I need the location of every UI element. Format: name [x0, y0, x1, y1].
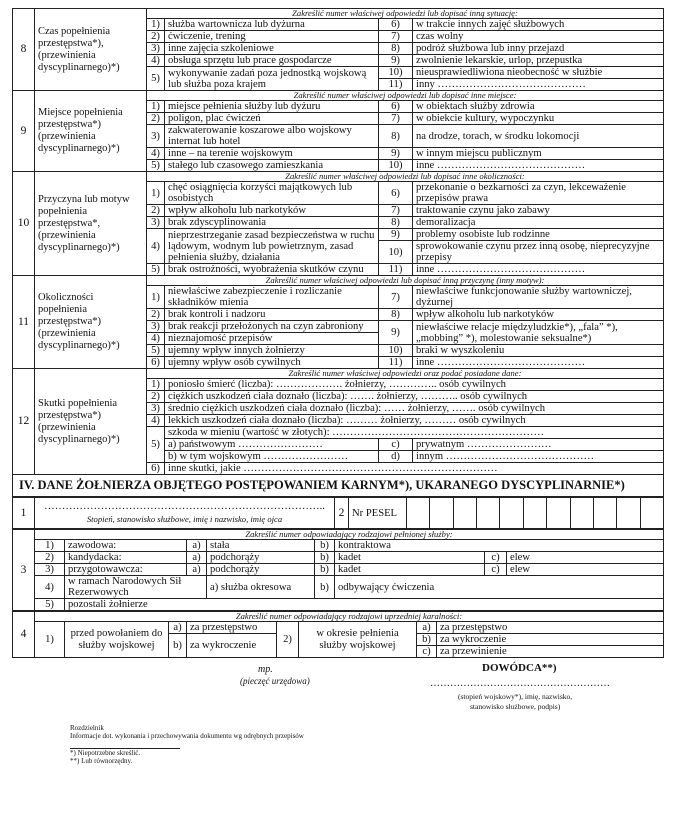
- option-label: w obiekcie kultury, wypoczynku: [413, 113, 664, 125]
- option-label: podróż służbowa lub inny przejazd: [413, 43, 664, 55]
- other-input[interactable]: inne ……………………………………: [413, 160, 664, 172]
- option-number[interactable]: 5): [147, 67, 165, 91]
- option-number[interactable]: 3): [147, 217, 165, 229]
- option-label: obsługa sprzętu lub prace gospodarcze: [165, 55, 379, 67]
- option-label: kadet: [335, 552, 485, 564]
- option-number[interactable]: 7): [379, 113, 413, 125]
- option-label: w okresie pełnienia służby wojskowej: [299, 622, 417, 658]
- option-number[interactable]: 7): [379, 31, 413, 43]
- option-number[interactable]: 11): [379, 79, 413, 91]
- effect-input[interactable]: ciężkich uszkodzeń ciała doznało (liczba): ……. żołnierzy, ……….. osób cywilnych: [165, 391, 664, 403]
- damage-sub-d[interactable]: innym ……………………………………: [413, 451, 664, 463]
- option-number[interactable]: 6): [379, 19, 413, 31]
- option-number[interactable]: 7): [379, 205, 413, 217]
- option-label: w innym miejscu publicznym: [413, 148, 664, 160]
- mp-label: mp.: [258, 664, 273, 675]
- pesel-digit[interactable]: [641, 498, 663, 528]
- option-letter[interactable]: b): [315, 540, 335, 552]
- option-number[interactable]: 1): [147, 379, 165, 391]
- option-label: kandydacka:: [65, 552, 187, 564]
- option-label: poligon, plac ćwiczeń: [165, 113, 379, 125]
- option-label: ćwiczenie, trening: [165, 31, 379, 43]
- row-10-label: Przyczyna lub motyw popełnienia przestępstwa*, (przewinienia dyscyplinarnego)*): [35, 172, 147, 276]
- option-label: odbywający ćwiczenia: [335, 576, 664, 599]
- other-input[interactable]: inne ……………………………………: [413, 357, 664, 369]
- option-label: przed powołaniem do służby wojskowej: [65, 622, 169, 658]
- pesel-label: Nr PESEL: [349, 498, 407, 529]
- row-10-number: 10: [13, 172, 35, 276]
- option-label: brak kontroli i nadzoru: [165, 309, 379, 321]
- effect-input[interactable]: szkoda w mieniu (wartość w złotych): ……………………………………………………: [165, 427, 664, 439]
- pesel-digit[interactable]: [524, 498, 547, 528]
- option-number[interactable]: 10): [379, 67, 413, 79]
- option-number[interactable]: 7): [379, 286, 413, 309]
- section-4-title: IV. DANE ŻOŁNIERZA OBJĘTEGO POSTĘPOWANIEM KARNYM*), UKARANEGO DYSCYPLINARNIE*): [12, 475, 664, 497]
- option-letter[interactable]: c): [379, 439, 413, 451]
- option-letter[interactable]: b): [417, 634, 437, 646]
- option-label: pozostali żołnierze: [65, 599, 664, 611]
- footer: [12, 724, 664, 765]
- option-label: kadet: [335, 564, 485, 576]
- option-number[interactable]: 5): [147, 345, 165, 357]
- pesel-digit[interactable]: [407, 498, 430, 528]
- option-label: przygotowawcza:: [65, 564, 187, 576]
- option-combo[interactable]: a) służba okresowa: [207, 576, 315, 599]
- option-label: chęć osiągnięcia korzyści majątkowych lub osobistych: [165, 182, 379, 205]
- rank-name-caption: Stopień, stanowisko służbowe, imię i nazwisko, imię ojca: [86, 514, 283, 524]
- option-label: traktowanie czynu jako zabawy: [413, 205, 664, 217]
- option-number[interactable]: 4): [147, 229, 165, 264]
- option-label: na drodze, torach, w środku lokomocji: [413, 125, 664, 148]
- option-label: elew: [507, 552, 664, 564]
- option-label: podchorąży: [207, 564, 315, 576]
- row-10-instruction: Zakreślić numer właściwej odpowiedzi lub dopisać inne okoliczności:: [147, 172, 664, 182]
- row-11-instruction: Zakreślić numer właściwej odpowiedzi lub dopisać inną przyczynę (inny motyw):: [147, 276, 664, 286]
- row-12-instruction: Zakreślić numer właściwej odpowiedzi oraz podać posiadane dane:: [147, 369, 664, 379]
- option-number[interactable]: 6): [379, 182, 413, 205]
- prior-record-table: [12, 611, 664, 658]
- option-number[interactable]: 3): [147, 43, 165, 55]
- option-number[interactable]: 4): [147, 55, 165, 67]
- option-number[interactable]: 5): [147, 264, 165, 276]
- option-number[interactable]: 1): [147, 19, 165, 31]
- crime-details-table: [12, 8, 664, 475]
- row-9-instruction: Zakreślić numer właściwej odpowiedzi lub dopisać inne miejsce:: [147, 91, 664, 101]
- option-number[interactable]: 9): [379, 148, 413, 160]
- damage-sub-a[interactable]: a) państwowym ……………………: [165, 439, 379, 451]
- option-label: wpływ alkoholu lub narkotyków: [413, 309, 664, 321]
- damage-sub-b[interactable]: b) w tym wojskowym ……………………: [165, 451, 379, 463]
- option-number[interactable]: 8): [379, 217, 413, 229]
- option-letter[interactable]: b): [315, 576, 335, 599]
- option-number[interactable]: 5): [147, 427, 165, 463]
- pesel-digit[interactable]: [477, 498, 500, 528]
- option-label: stała: [207, 540, 315, 552]
- option-label: służba wartownicza lub dyżurna: [165, 19, 379, 31]
- option-letter[interactable]: a): [187, 552, 207, 564]
- option-number[interactable]: 4): [147, 333, 165, 345]
- option-number[interactable]: 2): [147, 309, 165, 321]
- option-label: miejsce pełnienia służby lub dyżuru: [165, 101, 379, 113]
- row-3-instruction: Zakreślić numer odpowiadający rodzajowi pełnionej służby:: [35, 530, 664, 540]
- option-number[interactable]: 6): [147, 463, 165, 475]
- row-8-label: Czas popełnienia przestępstwa*), (przewinienia dyscyplinarnego)*): [35, 9, 147, 91]
- option-label: w obiektach służby zdrowia: [413, 101, 664, 113]
- option-label: brak zdyscyplinowania: [165, 217, 379, 229]
- service-type-table: [12, 529, 664, 611]
- option-number[interactable]: 10): [379, 345, 413, 357]
- option-label: demoralizacja: [413, 217, 664, 229]
- option-label: zakwaterowanie koszarowe albo wojskowy internat lub hotel: [165, 125, 379, 148]
- pesel-digit[interactable]: [454, 498, 477, 528]
- option-label: braki w wyszkoleniu: [413, 345, 664, 357]
- option-number[interactable]: 6): [147, 357, 165, 369]
- row-8-instruction: Zakreślić numer właściwej odpowiedzi lub dopisać inną sytuację:: [147, 9, 664, 19]
- option-label: wykonywanie zadań poza jednostką wojskową lub służba poza krajem: [165, 67, 379, 91]
- option-label: inne zajęcia szkoleniowe: [165, 43, 379, 55]
- row-2-number: 2: [335, 498, 349, 529]
- option-number[interactable]: 10): [379, 160, 413, 172]
- option-label: sprowokowanie czynu przez inną osobę, nieprecyzyjne przepisy: [413, 241, 664, 264]
- stamp-label: (pieczęć urzędowa): [240, 676, 310, 686]
- pesel-digit[interactable]: [430, 498, 453, 528]
- distribution-info: Informacje dot. wykonania i przechowywania dokumentu wg odrębnych przepisów: [70, 732, 304, 740]
- option-label: brak reakcji przełożonych na czyn zabroniony: [165, 321, 379, 333]
- option-label: podchorąży: [207, 552, 315, 564]
- row-12-number: 12: [13, 369, 35, 475]
- option-number[interactable]: 3): [147, 403, 165, 415]
- option-letter[interactable]: a): [187, 540, 207, 552]
- row-11-label: Okoliczności popełnienia przestępstwa*) (przewinienia dyscyplinarnego)*): [35, 276, 147, 369]
- option-number[interactable]: 1): [147, 182, 165, 205]
- rank-name-field[interactable]: [35, 498, 335, 529]
- option-number[interactable]: 1): [147, 101, 165, 113]
- option-number[interactable]: 2): [35, 552, 65, 564]
- option-number[interactable]: 2): [147, 205, 165, 217]
- option-label: stałego lub czasowego zamieszkania: [165, 160, 379, 172]
- option-label: nieznajomość przepisów: [165, 333, 379, 345]
- pesel-digit[interactable]: [594, 498, 617, 528]
- option-number[interactable]: 2): [147, 113, 165, 125]
- option-label: inne – na terenie wojskowym: [165, 148, 379, 160]
- option-label: nieprzestrzeganie zasad bezpieczeństwa w ruchu lądowym, wodnym lub powietrznym, zasad pełnienia służby, działania: [165, 229, 379, 264]
- option-label: za przewinienie: [437, 646, 664, 658]
- signature-line[interactable]: ………………………………………………: [430, 678, 610, 689]
- option-letter[interactable]: a): [169, 622, 187, 634]
- option-label: niewłaściwe funkcjonowanie służby wartowniczej, dyżurnej: [413, 286, 664, 309]
- option-number[interactable]: 4): [35, 576, 65, 599]
- effect-input[interactable]: poniosło śmierć (liczba): ………………. żołnierzy, ………….. osób cywilnych: [165, 379, 664, 391]
- option-number[interactable]: 8): [379, 43, 413, 55]
- option-label: zawodowa:: [65, 540, 187, 552]
- option-number[interactable]: 4): [147, 148, 165, 160]
- option-number[interactable]: 2): [147, 391, 165, 403]
- pesel-digit[interactable]: [617, 498, 640, 528]
- option-number[interactable]: 8): [379, 309, 413, 321]
- option-letter[interactable]: c): [485, 564, 507, 576]
- other-input[interactable]: inne ……………………………………: [413, 264, 664, 276]
- pesel-digit[interactable]: [500, 498, 523, 528]
- option-letter[interactable]: b): [315, 564, 335, 576]
- option-label: w trakcie innych zajęć służbowych: [413, 19, 664, 31]
- effect-input[interactable]: lekkich uszkodzeń ciała doznało (liczba): ……… żołnierzy, ……… osób cywilnych: [165, 415, 664, 427]
- option-number[interactable]: 3): [147, 321, 165, 333]
- signature-area: [12, 658, 664, 724]
- option-label: kontraktowa: [335, 540, 664, 552]
- option-label: nieusprawiedliwiona nieobecność w służbie: [413, 67, 664, 79]
- option-number[interactable]: 2): [147, 31, 165, 43]
- option-label: ujemny wpływ innych żołnierzy: [165, 345, 379, 357]
- option-label: wpływ alkoholu lub narkotyków: [165, 205, 379, 217]
- signature-caption-1: (stopień wojskowy*), imię, nazwisko,: [458, 692, 573, 701]
- option-letter[interactable]: c): [417, 646, 437, 658]
- option-letter[interactable]: a): [417, 622, 437, 634]
- soldier-data-table: [12, 497, 664, 529]
- option-number[interactable]: 9): [379, 229, 413, 241]
- option-label: przekonanie o bezkarności za czyn, lekceważenie przepisów prawa: [413, 182, 664, 205]
- option-number[interactable]: 3): [147, 125, 165, 148]
- row-9-label: Miejsce popełnienia przestępstwa*) (przewinienia dyscyplinarnego)*): [35, 91, 147, 172]
- option-label: elew: [507, 564, 664, 576]
- option-number[interactable]: 5): [35, 599, 65, 611]
- option-number[interactable]: 6): [379, 101, 413, 113]
- option-number[interactable]: 11): [379, 264, 413, 276]
- footnote-1: *) Niepotrzebne skreślić.: [70, 749, 141, 757]
- row-9-number: 9: [13, 91, 35, 172]
- option-number[interactable]: 1): [147, 286, 165, 309]
- option-number[interactable]: 3): [35, 564, 65, 576]
- option-label: czas wolny: [413, 31, 664, 43]
- signature-caption-2: stanowisko służbowe, podpis): [470, 702, 561, 711]
- row-11-number: 11: [13, 276, 35, 369]
- row-12-label: Skutki popełnienia przestępstwa*) (przewinienia dyscyplinarnego)*): [35, 369, 147, 475]
- option-label: ujemny wpływ osób cywilnych: [165, 357, 379, 369]
- option-label: w ramach Narodowych Sił Rezerwowych: [65, 576, 207, 599]
- commander-title: DOWÓDCA**): [482, 662, 557, 674]
- option-number[interactable]: 4): [147, 415, 165, 427]
- effect-input[interactable]: średnio ciężkich uszkodzeń ciała doznało (liczba): …… żołnierzy, ……. osób cywilnych: [165, 403, 664, 415]
- pesel-boxes[interactable]: [407, 498, 664, 529]
- effect-input[interactable]: inne skutki, jakie ………………………………………………………………: [165, 463, 664, 475]
- option-letter[interactable]: c): [485, 552, 507, 564]
- form-page: [12, 8, 664, 765]
- option-label: za przestępstwo: [187, 622, 277, 634]
- option-number[interactable]: 11): [379, 357, 413, 369]
- option-letter[interactable]: d): [379, 451, 413, 463]
- option-label: za wykroczenie: [187, 634, 277, 658]
- damage-sub-c[interactable]: prywatnym ……………………: [413, 439, 664, 451]
- row-4-instruction: Zakreślić numer odpowiadający rodzajowi uprzedniej karalności:: [35, 612, 664, 622]
- row-8-number: 8: [13, 9, 35, 91]
- option-number[interactable]: 1): [35, 540, 65, 552]
- option-number[interactable]: 9): [379, 321, 413, 345]
- option-number[interactable]: 10): [379, 241, 413, 264]
- footnote-2: **) Lub równorzędny.: [70, 757, 133, 765]
- option-label: problemy osobiste lub rodzinne: [413, 229, 664, 241]
- option-number[interactable]: 1): [35, 622, 65, 658]
- row-3-number: 3: [13, 530, 35, 611]
- pesel-digit[interactable]: [547, 498, 570, 528]
- row-1-number: 1: [13, 498, 35, 529]
- option-label: brak ostrożności, wyobrażenia skutków czynu: [165, 264, 379, 276]
- option-label: za wykroczenie: [437, 634, 664, 646]
- option-number[interactable]: 8): [379, 125, 413, 148]
- option-letter[interactable]: a): [187, 564, 207, 576]
- other-input[interactable]: inny ……………………………………: [413, 79, 664, 91]
- option-letter[interactable]: b): [315, 552, 335, 564]
- option-label: zwolnienie lekarskie, urlop, przepustka: [413, 55, 664, 67]
- option-label: za przestępstwo: [437, 622, 664, 634]
- row-4-number: 4: [13, 612, 35, 658]
- option-label: niewłaściwe relacje międzyludzkie*), „fala” *), „mobbing” *), molestowanie seksualne*): [413, 321, 664, 345]
- option-number[interactable]: 2): [277, 622, 299, 658]
- distribution-label: Rozdzielnik: [70, 724, 104, 732]
- option-label: niewłaściwe zabezpieczenie i rozliczanie składników mienia: [165, 286, 379, 309]
- option-number[interactable]: 5): [147, 160, 165, 172]
- rank-name-dots: ……………………………………………………………………..: [44, 501, 325, 512]
- option-number[interactable]: 9): [379, 55, 413, 67]
- option-letter[interactable]: b): [169, 634, 187, 658]
- pesel-digit[interactable]: [571, 498, 594, 528]
